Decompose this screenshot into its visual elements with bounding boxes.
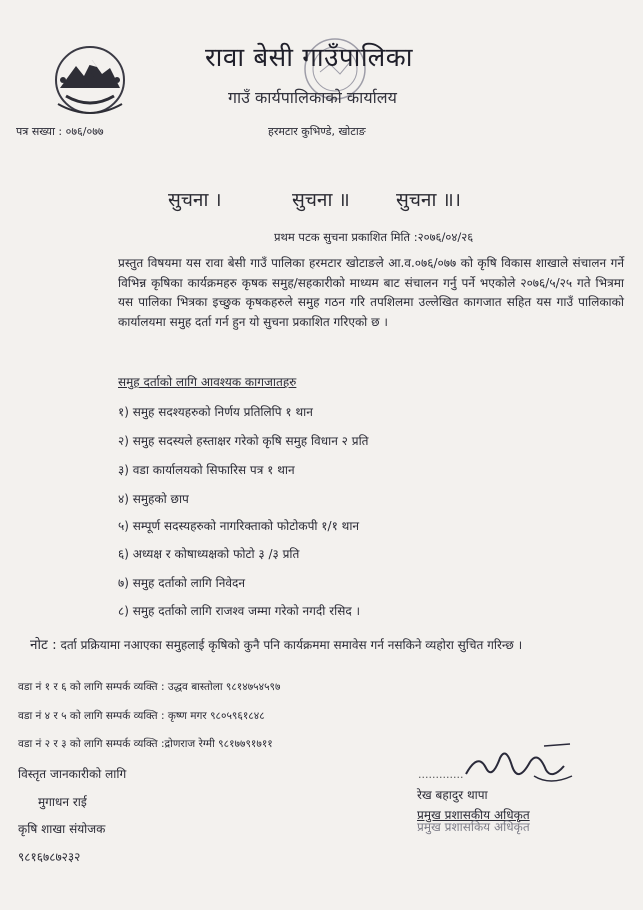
reference-number: पत्र सख्या : ०७६/०७७ [16, 125, 104, 138]
document-item: ४) समुहको छाप [118, 492, 189, 506]
signature-icon [460, 740, 580, 790]
ward-contact: वडा नं १ र ६ को लागि सम्पर्क व्यक्ति : उद्धव बास्तोला ९८१४७५४५९७ [18, 681, 281, 693]
document-item: ८) समुह दर्ताको लागि राजश्व जम्मा गरेको नगदी रसिद । [118, 604, 361, 618]
document-item: १) समुह सदश्यहरुको निर्णय प्रतिलिपि १ थान [118, 405, 313, 419]
signatory-name: रेख बहादुर थापा [417, 788, 488, 802]
note-label: नोट : [30, 637, 57, 653]
document-item: ६) अध्यक्ष र कोषाध्यक्षको फोटो ३ /३ प्रति [118, 547, 300, 561]
municipality-title: रावा बेसी गाउँपालिका [205, 43, 413, 73]
notice-heading-2: सुचना ॥ [292, 189, 350, 211]
note-block [30, 636, 620, 655]
contact-person-phone: ९८१६७८७२३२ [18, 850, 81, 864]
contact-person-name: मुगाधन राई [38, 795, 87, 809]
signature-line: ............. [418, 768, 464, 781]
contact-person-role: कृषि शाखा संयोजक [18, 822, 106, 836]
notice-body: प्रस्तुत विषयमा यस रावा बेसी गाउँ पालिका हरमटार खोटाङले आ.व.०७६/०७७ को कृषि विकास शाखाले संचालन गर्ने विभिन्न कृषिका कार्यक्रमहरु कृषक समुह/सहकारीको माध्यम बाट संचालन गर्नु पर्ने भएकोले २०७६/५/२५ गते भित्रमा यस पालिका भित्रका इच्छुक कृषकहरुले समुह गठन गरि तपशिलमा उल्लेखित कागजात सहित यस गाउँ पालिकाको कार्यालयमा समुह दर्ता गर्न हुन यो सुचना प्रकाशित गरिएको छ । [118, 256, 624, 329]
document-item: २) समुह सदस्यले हस्ताक्षर गरेको कृषि समुह विधान २ प्रति [118, 434, 369, 448]
more-info-label: विस्तृत जानकारीको लागि [18, 767, 127, 781]
signatory-title: प्रमुख प्रशासकीय अधिकृत [417, 808, 530, 822]
office-subtitle: गाउँ कार्यपालिकाको कार्यालय [228, 88, 397, 107]
notice-heading-3: सुचना ॥। [396, 189, 461, 211]
document-item: ७) समुह दर्ताको लागि निवेदन [118, 576, 246, 590]
published-date: प्रथम पटक सुचना प्रकाशित मिति :२०७६/०४/२६ [274, 230, 474, 244]
document-item: ३) वडा कार्यालयको सिफारिस पत्र १ थान [118, 463, 295, 477]
notice-heading-1: सुचना । [168, 189, 222, 211]
document-item: ५) सम्पूर्ण सदस्यहरुको नागरिक्ताको फोटोकपी १/१ थान [118, 519, 360, 533]
designation-stamp: प्रमुख प्रशासकिय अधिकृत [417, 820, 530, 834]
nepal-emblem-icon [50, 40, 130, 118]
ward-contact: वडा नं ४ र ५ को लागि सम्पर्क व्यक्ति : कृष्ण मगर ९८०५९६१८४८ [18, 710, 265, 722]
note-text: दर्ता प्रक्रियामा नआएका समुहलाई कृषिको कुनै पनि कार्यक्रममा समावेस गर्न नसकिने व्यहोरा सुचित गरिन्छ । [60, 638, 523, 652]
ward-contact: वडा नं २ र ३ को लागि सम्पर्क व्यक्ति :द्रोणराज रेग्मी ९८१७७९१७११ [18, 738, 273, 750]
office-address: हरमटार कुभिण्डे, खोटाङ [268, 125, 366, 138]
required-documents-heading: समुह दर्ताको लागि आवश्यक कागजातहरु [118, 375, 297, 389]
